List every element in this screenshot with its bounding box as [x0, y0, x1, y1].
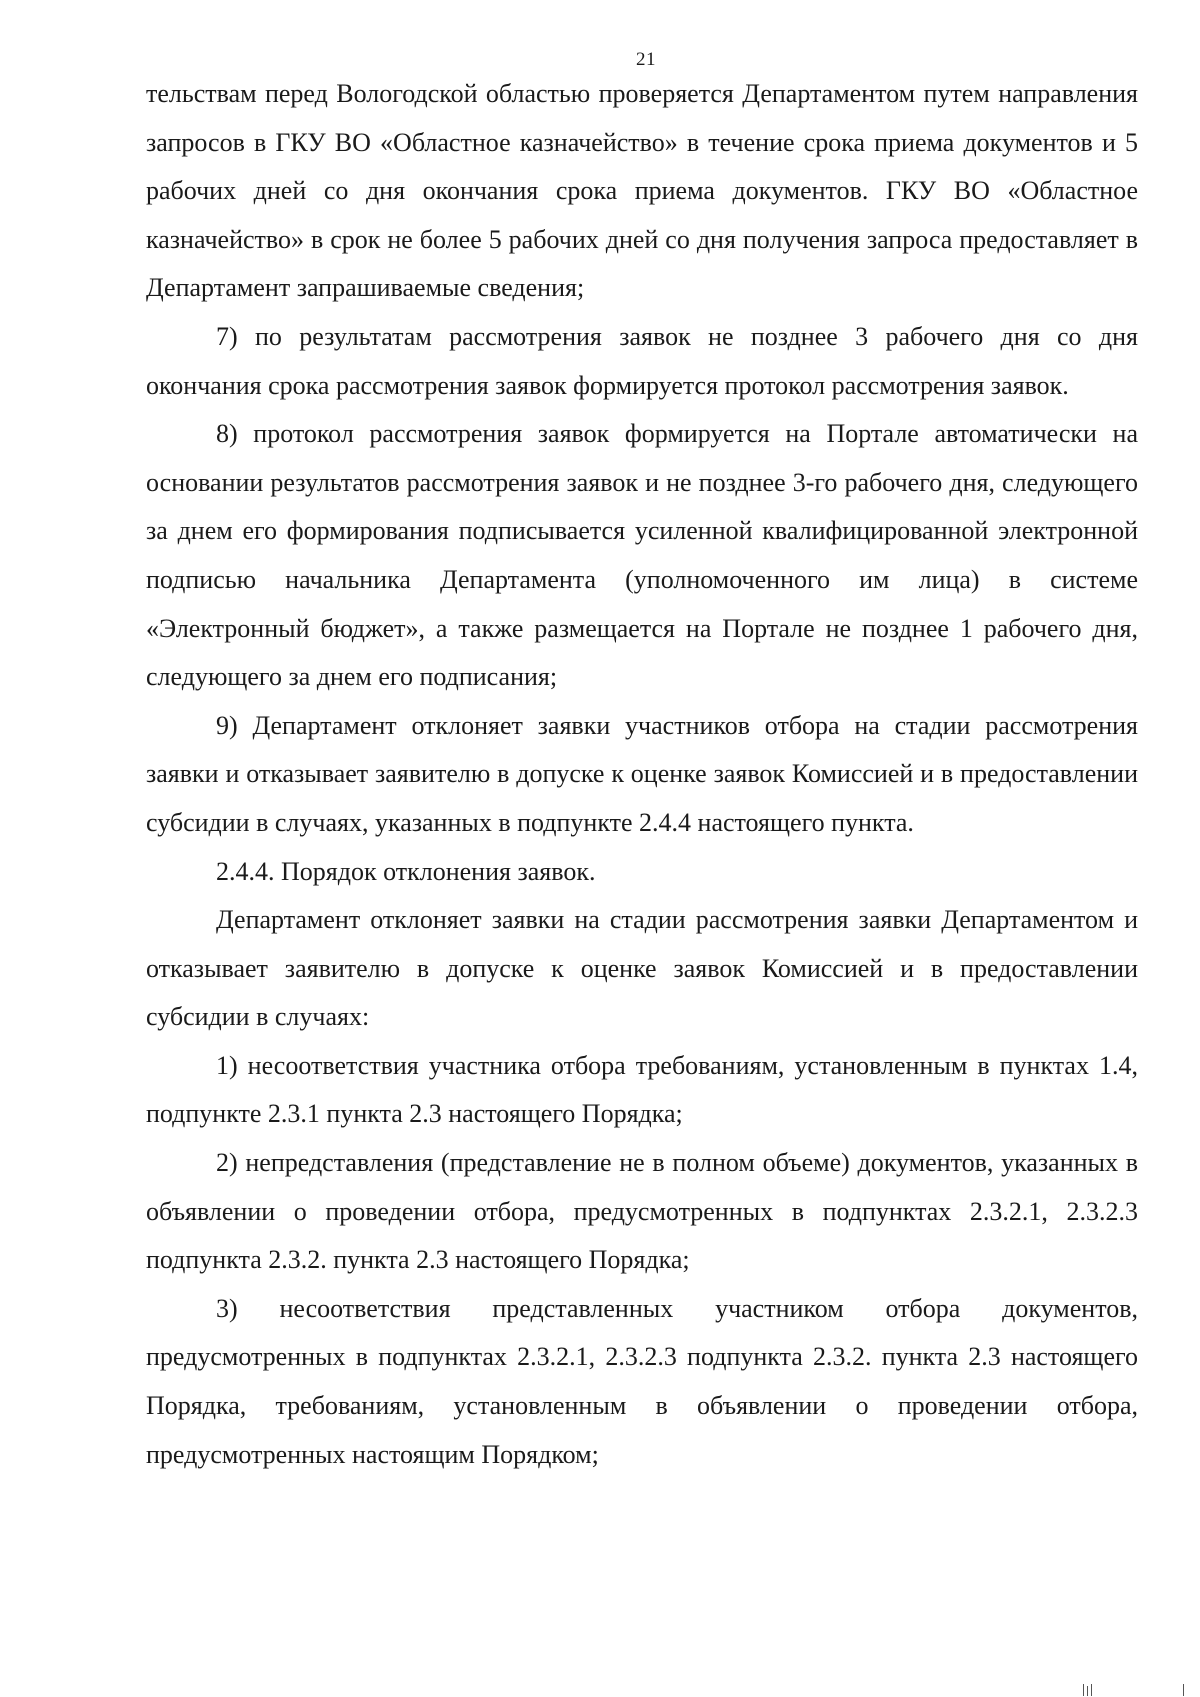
paragraph-reason-3: 3) несоответствия представленных участником отбора документов, предусмотренных в подпунктах 2.3.2.1, 2.3.2.3 подпункта 2.3.2. пункта 2.3 настоящего Порядка, требованиям, установленным в объявлении о проведении отбора, предусмотренных настоящим Порядком;	[146, 1293, 1138, 1469]
page-number: 21	[636, 49, 656, 70]
paragraph-rejection-intro: Департамент отклоняет заявки на стадии рассмотрения заявки Департаментом и отказывает заявителю в допуске к оценке заявок Комиссией и в предоставлении субсидии в случаях:	[146, 905, 1138, 1032]
paragraph-item-8: 8) протокол рассмотрения заявок формируется на Портале автоматически на основании результатов рассмотрения заявок и не позднее 3-го рабочего дня, следующего за днем его формирования подписывается усиленной квалифицированной электронной подписью начальника Департамента (уполномоченного им лица) в системе «Электронный бюджет», а также размещается на Портале не позднее 1 рабочего дня, следующего за днем его подписания;	[146, 419, 1138, 692]
scan-mark-bottom-2	[1087, 1686, 1088, 1696]
paragraph-reason-2: 2) непредставления (представление не в полном объеме) документов, указанных в объявлении о проведении отбора, предусмотренных в подпунктах 2.3.2.1, 2.3.2.3 подпункта 2.3.2. пункта 2.3 настоящего Порядка;	[146, 1148, 1138, 1275]
paragraph-item-7: 7) по результатам рассмотрения заявок не позднее 3 рабочего дня со дня окончания срока рассмотрения заявок формируется протокол рассмотрения заявок.	[146, 321, 1138, 400]
section-heading-2-4-4: 2.4.4. Порядок отклонения заявок.	[216, 856, 596, 886]
paragraph-reason-1: 1) несоответствия участника отбора требованиям, установленным в пунктах 1.4, подпункте 2.3.1 пункта 2.3 настоящего Порядка;	[146, 1050, 1138, 1129]
scan-mark-bottom-1	[1083, 1684, 1084, 1696]
paragraph-item-9: 9) Департамент отклоняет заявки участников отбора на стадии рассмотрения заявки и отказывает заявителю в допуске к оценке заявок Комиссией и в предоставлении субсидии в случаях, указанных в подпункте 2.4.4 настоящего пункта.	[146, 710, 1138, 837]
document-body	[146, 70, 1138, 1479]
paragraph-continuation: тельствам перед Вологодской областью проверяется Департаментом путем направления запросов в ГКУ ВО «Областное казначейство» в течение срока приема документов и 5 рабочих дней со дня окончания срока приема документов. ГКУ ВО «Областное казначейство» в срок не более 5 рабочих дней со дня получения запроса предоставляет в Департамент запрашиваемые сведения;	[146, 79, 1138, 303]
scan-mark-bottom-4	[1183, 1684, 1184, 1696]
scan-mark-bottom-3	[1091, 1684, 1092, 1696]
